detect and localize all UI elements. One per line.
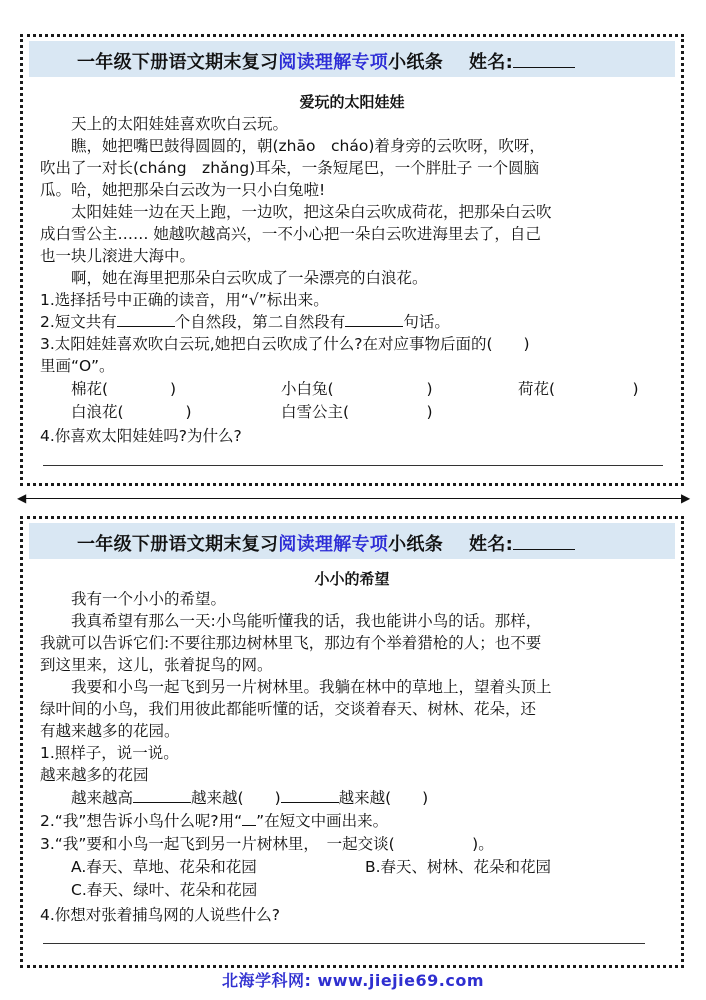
name-label: 姓名: [469,534,514,555]
story-line: 我真希望有那么一天:小鸟能听懂我的话，我也能讲小鸟的话。那样， [71,612,542,630]
story-line: 太阳娃娃一边在天上跑，一边吹，把这朵白云吹成荷花，把那朵白云吹 [71,203,552,221]
story-title: 爱玩的太阳娃娃 [299,93,405,111]
fill-blank-2[interactable] [281,788,339,803]
story-line: 到这里来，这儿，张着捉鸟的网。 [40,656,273,674]
option-snow-white[interactable]: 白雪公主( ) [281,403,433,421]
arrow-left-icon: ◀ [17,491,27,505]
story-line: 成白雪公主…… 她越吹越高兴，一不小心把一朵白云吹进海里去了，自己 [40,225,541,243]
example-phrase: 越来越多的花园 [40,766,149,784]
worksheet-card-1 [20,34,684,486]
story-line: 天上的太阳娃娃喜欢吹白云玩。 [71,115,289,133]
fill-in-row: 越来越高 越来越( ) 越来越( ) [71,789,429,807]
answer-line[interactable] [43,943,645,944]
question-4: 4.你喜欢太阳娃娃吗?为什么? [40,427,242,445]
card-2-banner [29,523,675,559]
footer-website: 北海学科网: www.jiejie69.com [221,971,484,990]
option-wave[interactable]: 白浪花( ) [71,403,192,421]
question-3: 3.太阳娃娃喜欢吹白云玩,她把白云吹成了什么?在对应事物后面的( ) [40,335,530,353]
question-3: 3.“我”要和小鸟一起飞到另一片树林里， 一起交谈( )。 [40,835,494,853]
story-title: 小小的希望 [314,570,390,588]
paragraph-count-blank[interactable] [117,312,175,327]
fill-blank-1[interactable] [133,788,191,803]
story-line: 瓜。哈，她把那朵白云改为一只小白兔啦! [40,181,326,199]
name-blank[interactable] [513,533,575,550]
story-line: 有越来越多的花园。 [40,722,180,740]
card-1-title: 一年级下册语文期末复习阅读理解专项小纸条 姓名: [77,48,575,74]
option-cotton[interactable]: 棉花( ) [71,380,177,398]
story-line: 我要和小鸟一起飞到另一片树林里。我躺在林中的草地上，望着头顶上 [71,678,552,696]
question-2: 2.短文共有 个自然段，第二自然段有 句话。 [40,313,450,331]
story-line: 瞧，她把嘴巴鼓得圆圆的，朝(zhāo cháo)着身旁的云吹呀，吹呀， [71,137,545,155]
question-4: 4.你想对张着捕鸟网的人说些什么? [40,906,281,924]
cut-divider [20,498,684,499]
question-1: 1.照样子，说一说。 [40,744,179,762]
option-rabbit[interactable]: 小白兔( ) [281,380,433,398]
arrow-right-icon: ▶ [681,491,691,505]
question-1: 1.选择括号中正确的读音，用“√”标出来。 [40,291,329,309]
question-3-continued: 里画“O”。 [40,357,115,375]
option-a[interactable]: A.春天、草地、花朵和花园 [71,858,257,876]
story-line: 啊，她在海里把那朵白云吹成了一朵漂亮的白浪花。 [71,269,428,287]
name-label: 姓名: [469,52,514,73]
name-blank[interactable] [513,51,575,68]
question-2: 2.“我”想告诉小鸟什么呢?用“ ”在短文中画出来。 [40,812,389,830]
story-line: 绿叶间的小鸟，我们用彼此都能听懂的话，交谈着春天、树林、花朵，还 [40,700,537,718]
option-lotus[interactable]: 荷花( ) [518,380,639,398]
card-2-title: 一年级下册语文期末复习阅读理解专项小纸条 姓名: [77,530,575,556]
story-line: 吹出了一对长(cháng zhǎng)耳朵，一条短尾巴，一个胖肚子 一个圆脑 [40,159,540,177]
story-line: 我就可以告诉它们:不要往那边树林里飞，那边有个举着猎枪的人；也不要 [40,634,542,652]
story-line: 也一块儿滚进大海中。 [40,247,196,265]
option-c[interactable]: C.春天、绿叶、花朵和花园 [71,881,258,899]
worksheet-card-2 [20,516,684,968]
option-b[interactable]: B.春天、树林、花朵和花园 [365,858,552,876]
story-line: 我有一个小小的希望。 [71,590,227,608]
answer-line[interactable] [43,465,663,466]
card-1-banner [29,41,675,77]
underline-mark [242,811,256,826]
sentence-count-blank[interactable] [345,312,403,327]
